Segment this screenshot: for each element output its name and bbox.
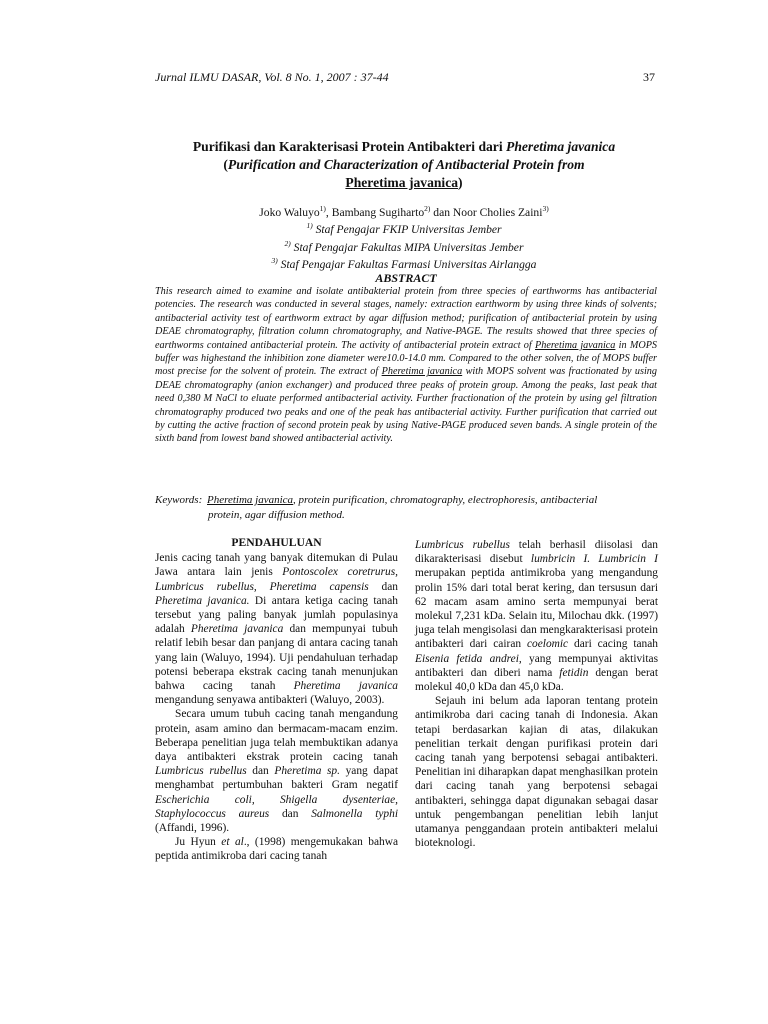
title-species: Pheretima javanica [506, 139, 616, 154]
text-run: dari cacing tanah [568, 638, 658, 651]
right-column [415, 538, 658, 850]
species-name: Pontoscolex coretrurus, Lumbricus rubellus, Pheretima capensis [155, 566, 398, 593]
text-run: dan [246, 765, 275, 778]
species-name: Eisenia fetida andrei, [415, 652, 522, 665]
author-3: dan Noor Cholies Zaini [430, 205, 543, 219]
title-indonesian: Purifikasi dan Karakterisasi Protein Antibakteri dari [192, 139, 507, 154]
page-number: 37 [643, 70, 655, 84]
author-2: , Bambang Sugiharto [325, 205, 425, 219]
keywords-rest-1: , protein purification, chromatography, electrophoresis, antibacterial [293, 494, 598, 506]
et-al: et al [221, 836, 244, 849]
title-line-3 [140, 174, 668, 192]
abstract-part-3: with MOPS solvent was fractionated by using DEAE chromatography (anion exchanger) and produced three peaks of protein group. Among the peaks, last peak that need 0,380 M NaCl to eluate performed antibacterial activity. Further fractionation of the protein by using gel filtration chromatography produced two peaks and one of the peak has antibacterial activity. Further purification that carried out by cutting the active fraction of second protein peak by using Native-PAGE produced seven bands. A single protein of the sixth band from lowest band showed antibacterial activity. [155, 366, 657, 445]
affiliation-3-sup: 3) [271, 256, 278, 266]
text-run: Ju Hyun [175, 836, 222, 849]
author-2-sup: 2) [424, 204, 431, 213]
abstract-body [155, 285, 657, 446]
title-species-english: Pheretima javanica [345, 175, 459, 190]
protein-name: fetidin [559, 666, 589, 679]
affiliation-2 [140, 237, 668, 254]
species-name: Lumbricus rubellus [155, 765, 247, 778]
text-run: mengandung senyawa antibakteri (Waluyo, 2003). [155, 694, 385, 707]
abstract-part-1: This research aimed to examine and isolate antibakterial protein from three species of earthworms has antibacterial potencies. The research was conducted in several stages, namely: extraction earthworm by using three kinds of solvents; antibacterial activity test of earthworm extract by agar diffusion method; purification of antibacterial protein by using DEAE chromatography, filtration column chromatography, and Native-PAGE. The results showed that three species of earthworms contained antibacterial protein. The activity of antibacterial protein extract of [155, 286, 657, 351]
affiliation-1-text: Staf Pengajar FKIP Universitas Jember [312, 223, 502, 237]
text-run: dan [368, 580, 398, 593]
text-run: dengan berat molekul 40,0 kDa dan 45,0 kDa. [415, 666, 658, 694]
text-run: dan mempunyai tubuh relatif lebih besar dan panjang di antara cacing tanah yang lain (Waluyo, 1994). Uji pendahuluan terhadap potensi beberapa ekstrak cacing tanah menunjukan bahwa cacing tanah [155, 623, 398, 693]
author-block [140, 202, 668, 271]
text-run: yang mempunyai aktivitas antibakteri dan diberi nama [415, 652, 659, 679]
peptide-name: lumbricin I. Lumbricin I [530, 553, 658, 566]
affiliation-3 [140, 254, 668, 271]
text-run: Secara umum tubuh cacing tanah mengandung protein, asam amino dan bermacam-macam enzim. Beberapa penelitian juga telah membuktikan adanya daya antibakteri ekstrak protein cacing tanah [155, 708, 398, 764]
text-run: Jenis cacing tanah yang banyak ditemukan di Pulau Jawa antara lain jenis [155, 552, 398, 579]
affiliation-1-sup: 1) [306, 221, 313, 231]
species-name: Salmonella typhi [311, 807, 398, 820]
species-name: Pheretima javanica [190, 623, 284, 636]
running-header [155, 70, 655, 85]
species-name: Pheretima sp. [274, 765, 340, 778]
keywords-label: Keywords: [155, 494, 203, 506]
affiliation-2-sup: 2) [284, 238, 291, 248]
title-open-paren: ( [223, 157, 228, 172]
right-paragraph-2: Sejauh ini belum ada laporan tentang protein antimikroba dari cacing tanah di Indonesia. Akan tetapi berdasarkan kajian di atas, dilakukan penelitian terkait dengan purifikasi protein dari cacing tanah yang berpotensi sebagai antibakteri. Penelitian ini diharapkan dapat menghasilkan protein dari cacing tanah yang berpotensi sebagai antibakteri, sehingga dapat digunakan sebagai dasar untuk pengembangan penelitian lebih lanjut utamanya penggandaan protein antibakteri melalui bioteknologi. [415, 695, 658, 850]
abstract-heading: ABSTRACT [375, 271, 437, 285]
species-name: Escherichia coli, Shigella dysenteriae, Staphylococcus aureus [155, 793, 398, 820]
keywords-rest-2: protein, agar diffusion method. [208, 509, 345, 521]
affiliation-2-text: Staf Pengajar Fakultas MIPA Universitas Jember [290, 240, 524, 254]
author-1-sup: 1) [319, 204, 326, 213]
title-line-1 [140, 138, 668, 156]
left-column [155, 536, 398, 864]
species-name: Lumbricus rubellus [415, 539, 510, 551]
keywords-line-1 [155, 493, 657, 508]
abstract-part-2: in MOPS buffer was highestand the inhibition zone diameter were10.0-14.0 mm. Compared to the other solven, the of MOPS buffer most precise for the solvent of protein. The extract of [155, 339, 658, 378]
keywords [155, 493, 657, 523]
text-run: Di antara ketiga cacing tanah tersebut yang paling banyak jumlah populasinya adalah [155, 594, 398, 636]
left-paragraph-2 [155, 707, 398, 835]
species-name: Pheretima javanica [293, 680, 398, 693]
text-run: (Affandi, 1996). [155, 822, 230, 835]
title-english: Purification and Characterization of Antibacterial Protein from [227, 157, 585, 172]
text-run: yang dapat menghambat pertumbuhan bakteri Gram negatif [155, 765, 398, 792]
species-name: Pheretima javanica. [155, 594, 250, 607]
left-paragraph-1 [155, 551, 398, 707]
title-line-2 [140, 156, 668, 174]
text-run: ., (1998) mengemukakan bahwa peptida antimikroba dari cacing tanah [155, 836, 398, 863]
affiliation-1 [140, 219, 668, 236]
text-run: telah berhasil diisolasi dan dikarakterisasi disebut [415, 539, 658, 566]
title-close-paren: ) [458, 175, 463, 190]
author-1: Joko Waluyo [259, 205, 320, 219]
abstract-species-1: Pheretima javanica [535, 339, 616, 351]
text-run: merupakan peptida antimikroba yang mengandung prolin 15% dari total berat kering, dan tersusun dari 62 macam asam amino serta mempunyai berat molekul 7,231 kDa. Selain itu, Milochau dkk. (1997) juga telah mengisolasi dan mengkarakterisasi protein antibakteri dari cairan [415, 567, 658, 651]
left-paragraph-3 [155, 835, 398, 863]
keywords-species: Pheretima javanica [207, 494, 294, 506]
term-italic: coelomic [527, 638, 569, 651]
affiliation-3-text: Staf Pengajar Fakultas Farmasi Universitas Airlangga [277, 257, 537, 271]
paper-title [140, 138, 668, 192]
abstract-species-2: Pheretima javanica [381, 366, 463, 378]
right-paragraph-1 [415, 538, 658, 694]
section-heading: PENDAHULUAN [231, 536, 322, 549]
text-run: dan [269, 807, 312, 820]
author-names [140, 202, 668, 219]
author-3-sup: 3) [542, 204, 549, 213]
journal-citation: Jurnal ILMU DASAR, Vol. 8 No. 1, 2007 : 37-44 [155, 70, 389, 84]
